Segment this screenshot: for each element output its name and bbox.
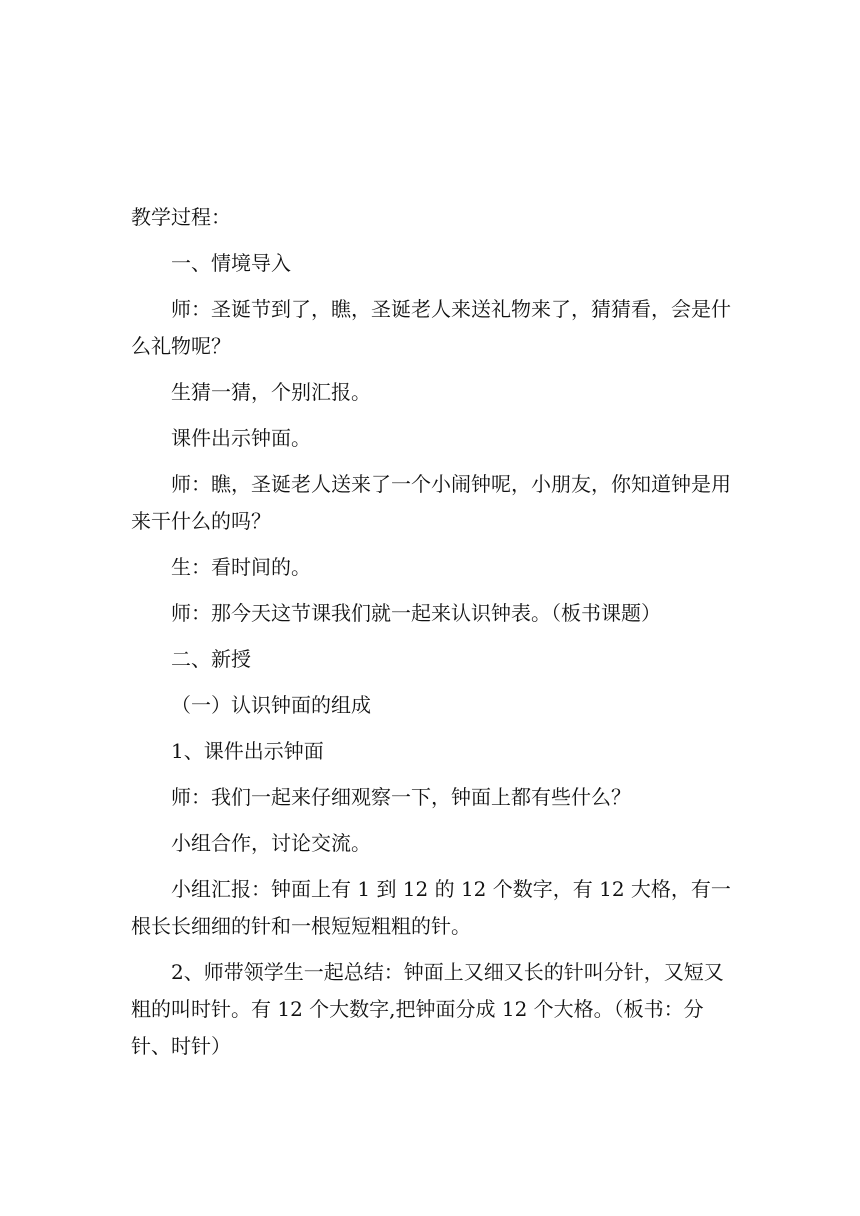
paragraph: 师：那今天这节课我们就一起来认识钟表。（板书课题） xyxy=(171,601,661,625)
section-heading-teaching-process: 教学过程： xyxy=(131,205,231,229)
paragraph: 小组合作，讨论交流。 xyxy=(171,831,371,855)
paragraph: 1、课件出示钟面 xyxy=(171,739,324,763)
paragraph: 生猜一猜，个别汇报。 xyxy=(171,380,371,404)
paragraph: 生：看时间的。 xyxy=(171,555,311,579)
document-body xyxy=(131,199,731,1074)
subsection-heading: （一）认识钟面的组成 xyxy=(171,693,371,717)
paragraph: 课件出示钟面。 xyxy=(171,426,311,450)
paragraph: 小组汇报：钟面上有 1 到 12 的 12 个数字，有 12 大格，有一根长长细细的针和一根短短粗粗的针。 xyxy=(131,877,731,938)
paragraph: 2、师带领学生一起总结：钟面上又细又长的针叫分针，又短又粗的叫时针。有 12 个大数字,把钟面分成 12 个大格。（板书：分针、时针） xyxy=(131,960,724,1058)
section-heading-intro: 一、情境导入 xyxy=(171,251,291,275)
paragraph: 师：我们一起来仔细观察一下，钟面上都有些什么？ xyxy=(171,785,631,809)
paragraph: 师：圣诞节到了，瞧，圣诞老人来送礼物来了，猜猜看，会是什么礼物呢？ xyxy=(131,297,731,358)
paragraph: 师：瞧，圣诞老人送来了一个小闹钟呢，小朋友，你知道钟是用来干什么的吗？ xyxy=(131,472,731,533)
section-heading-new-lesson: 二、新授 xyxy=(171,647,251,671)
